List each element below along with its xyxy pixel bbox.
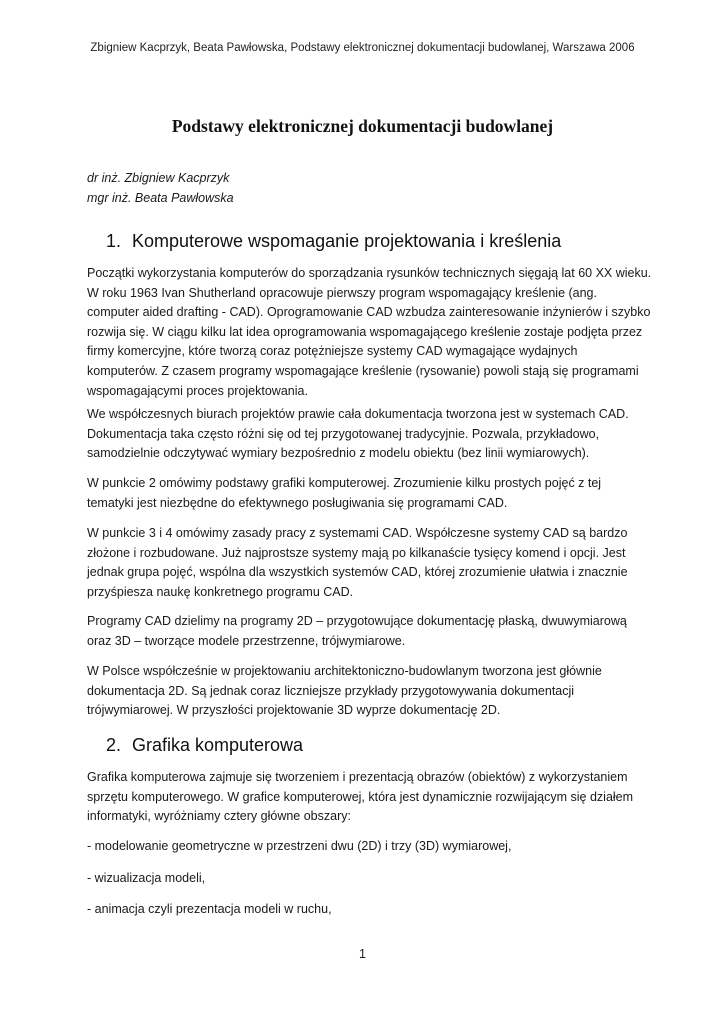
text-line: złożone i rozbudowane. Już najprostsze systemy mają po kilkanaście tysięcy komend i opcji. Jest xyxy=(87,545,626,560)
list-item xyxy=(87,900,647,920)
list-item xyxy=(87,837,647,857)
text-line: sprzętu komputerowego. W grafice komputerowej, która jest dynamicznie rozwijającym się działem xyxy=(87,789,634,804)
text-line: - animacja czyli prezentacja modeli w ruchu, xyxy=(87,902,332,916)
section-heading xyxy=(106,231,561,252)
text-line: - wizualizacja modeli, xyxy=(87,871,206,885)
text-line: W punkcie 2 omówimy podstawy grafiki komputerowej. Zrozumienie kilku prostych pojęć z tej xyxy=(87,476,602,490)
document-title: Podstawy elektronicznej dokumentacji budowlanej xyxy=(171,116,554,136)
list-item xyxy=(87,869,647,889)
text-line: We współczesnych biurach projektów prawie cała dokumentacja tworzona jest w systemach CAD. xyxy=(87,407,629,421)
text-line: oraz 3D – tworzące modele przestrzenne, trójwymiarowe. xyxy=(87,633,406,648)
paragraph xyxy=(87,264,652,401)
text-line: W roku 1963 Ivan Shutherland opracowuje pierwszy program wspomagający kreślenie (ang. xyxy=(87,285,597,300)
text-line: tematyki jest niezbędne do efektywnego posługiwania się programami CAD. xyxy=(87,495,508,510)
section-heading xyxy=(106,735,303,756)
text-line: jednak grupa pojęć, wspólna dla wszystkich systemów CAD, której zrozumienie ułatwia i znacznie xyxy=(87,565,628,580)
paragraph xyxy=(87,662,647,721)
section-number: 1. xyxy=(106,231,122,251)
text-line: - modelowanie geometryczne w przestrzeni dwu (2D) i trzy (3D) wymiarowej, xyxy=(87,839,512,853)
paragraph xyxy=(87,405,647,464)
paragraph xyxy=(87,612,647,651)
text-line: Grafika komputerowa zajmuje się tworzeniem i prezentacją obrazów (obiektów) z wykorzystaniem xyxy=(87,770,628,784)
section-title: Grafika komputerowa xyxy=(132,735,304,755)
text-line: W punkcie 3 i 4 omówimy zasady pracy z systemami CAD. Współczesne systemy CAD są bardzo xyxy=(87,526,628,540)
text-line: wspomagającymi proces projektowania. xyxy=(87,383,308,398)
authors-block xyxy=(87,168,234,208)
text-line: samodzielnie odczytywać wymiary bezpośrednio z modelu obiektu (bez linii wymiarowych). xyxy=(87,446,590,461)
paragraph xyxy=(87,768,647,827)
text-line: przyśpiesza naukę konkretnego programu CAD. xyxy=(87,584,354,599)
running-header: Zbigniew Kacprzyk, Beata Pawłowska, Podstawy elektronicznej dokumentacji budowlanej, Warszawa 2006 xyxy=(90,42,635,54)
text-line: computer aided drafting - CAD). Oprogramowanie CAD wzbudza zainteresowanie inżynierów i szybko xyxy=(87,305,651,320)
text-line: trójwymiarowej. W przyszłości projektowanie 3D wyprze dokumentację 2D. xyxy=(87,703,501,718)
paragraph xyxy=(87,474,647,513)
page-number: 1 xyxy=(359,947,366,961)
author-line: dr inż. Zbigniew Kacprzyk xyxy=(87,171,230,185)
author-line: mgr inż. Beata Pawłowska xyxy=(87,191,234,205)
text-line: informatyki, wyróżniamy cztery główne obszary: xyxy=(87,809,351,824)
section-number: 2. xyxy=(106,735,122,755)
text-line: Początki wykorzystania komputerów do sporządzania rysunków technicznych sięgają lat 60 XX wieku. xyxy=(87,266,652,280)
text-line: dokumentacja 2D. Są jednak coraz liczniejsze przykłady przygotowywania dokumentacji xyxy=(87,683,575,698)
text-line: Programy CAD dzielimy na programy 2D – przygotowujące dokumentację płaską, dwuwymiarową xyxy=(87,614,627,628)
text-line: komputerów. Z czasem programy wspomagające kreślenie (rysowanie) powoli stają się programami xyxy=(87,363,639,378)
text-line: rozwija się. W ciągu kilku lat idea oprogramowania wspomagającego kreślenie zostaje podjęta przez xyxy=(87,324,643,339)
text-line: firmy komercyjne, które tworzą coraz potężniejsze systemy CAD wymagające wydajnych xyxy=(87,344,578,359)
text-line: W Polsce współcześnie w projektowaniu architektoniczno-budowlanym tworzona jest głównie xyxy=(87,664,602,678)
section-title: Komputerowe wspomaganie projektowania i kreślenia xyxy=(132,231,562,251)
text-line: Dokumentacja taka często różni się od tej przygotowanej tradycyjnie. Pozwala, przykładowo, xyxy=(87,426,600,441)
paragraph xyxy=(87,524,647,602)
